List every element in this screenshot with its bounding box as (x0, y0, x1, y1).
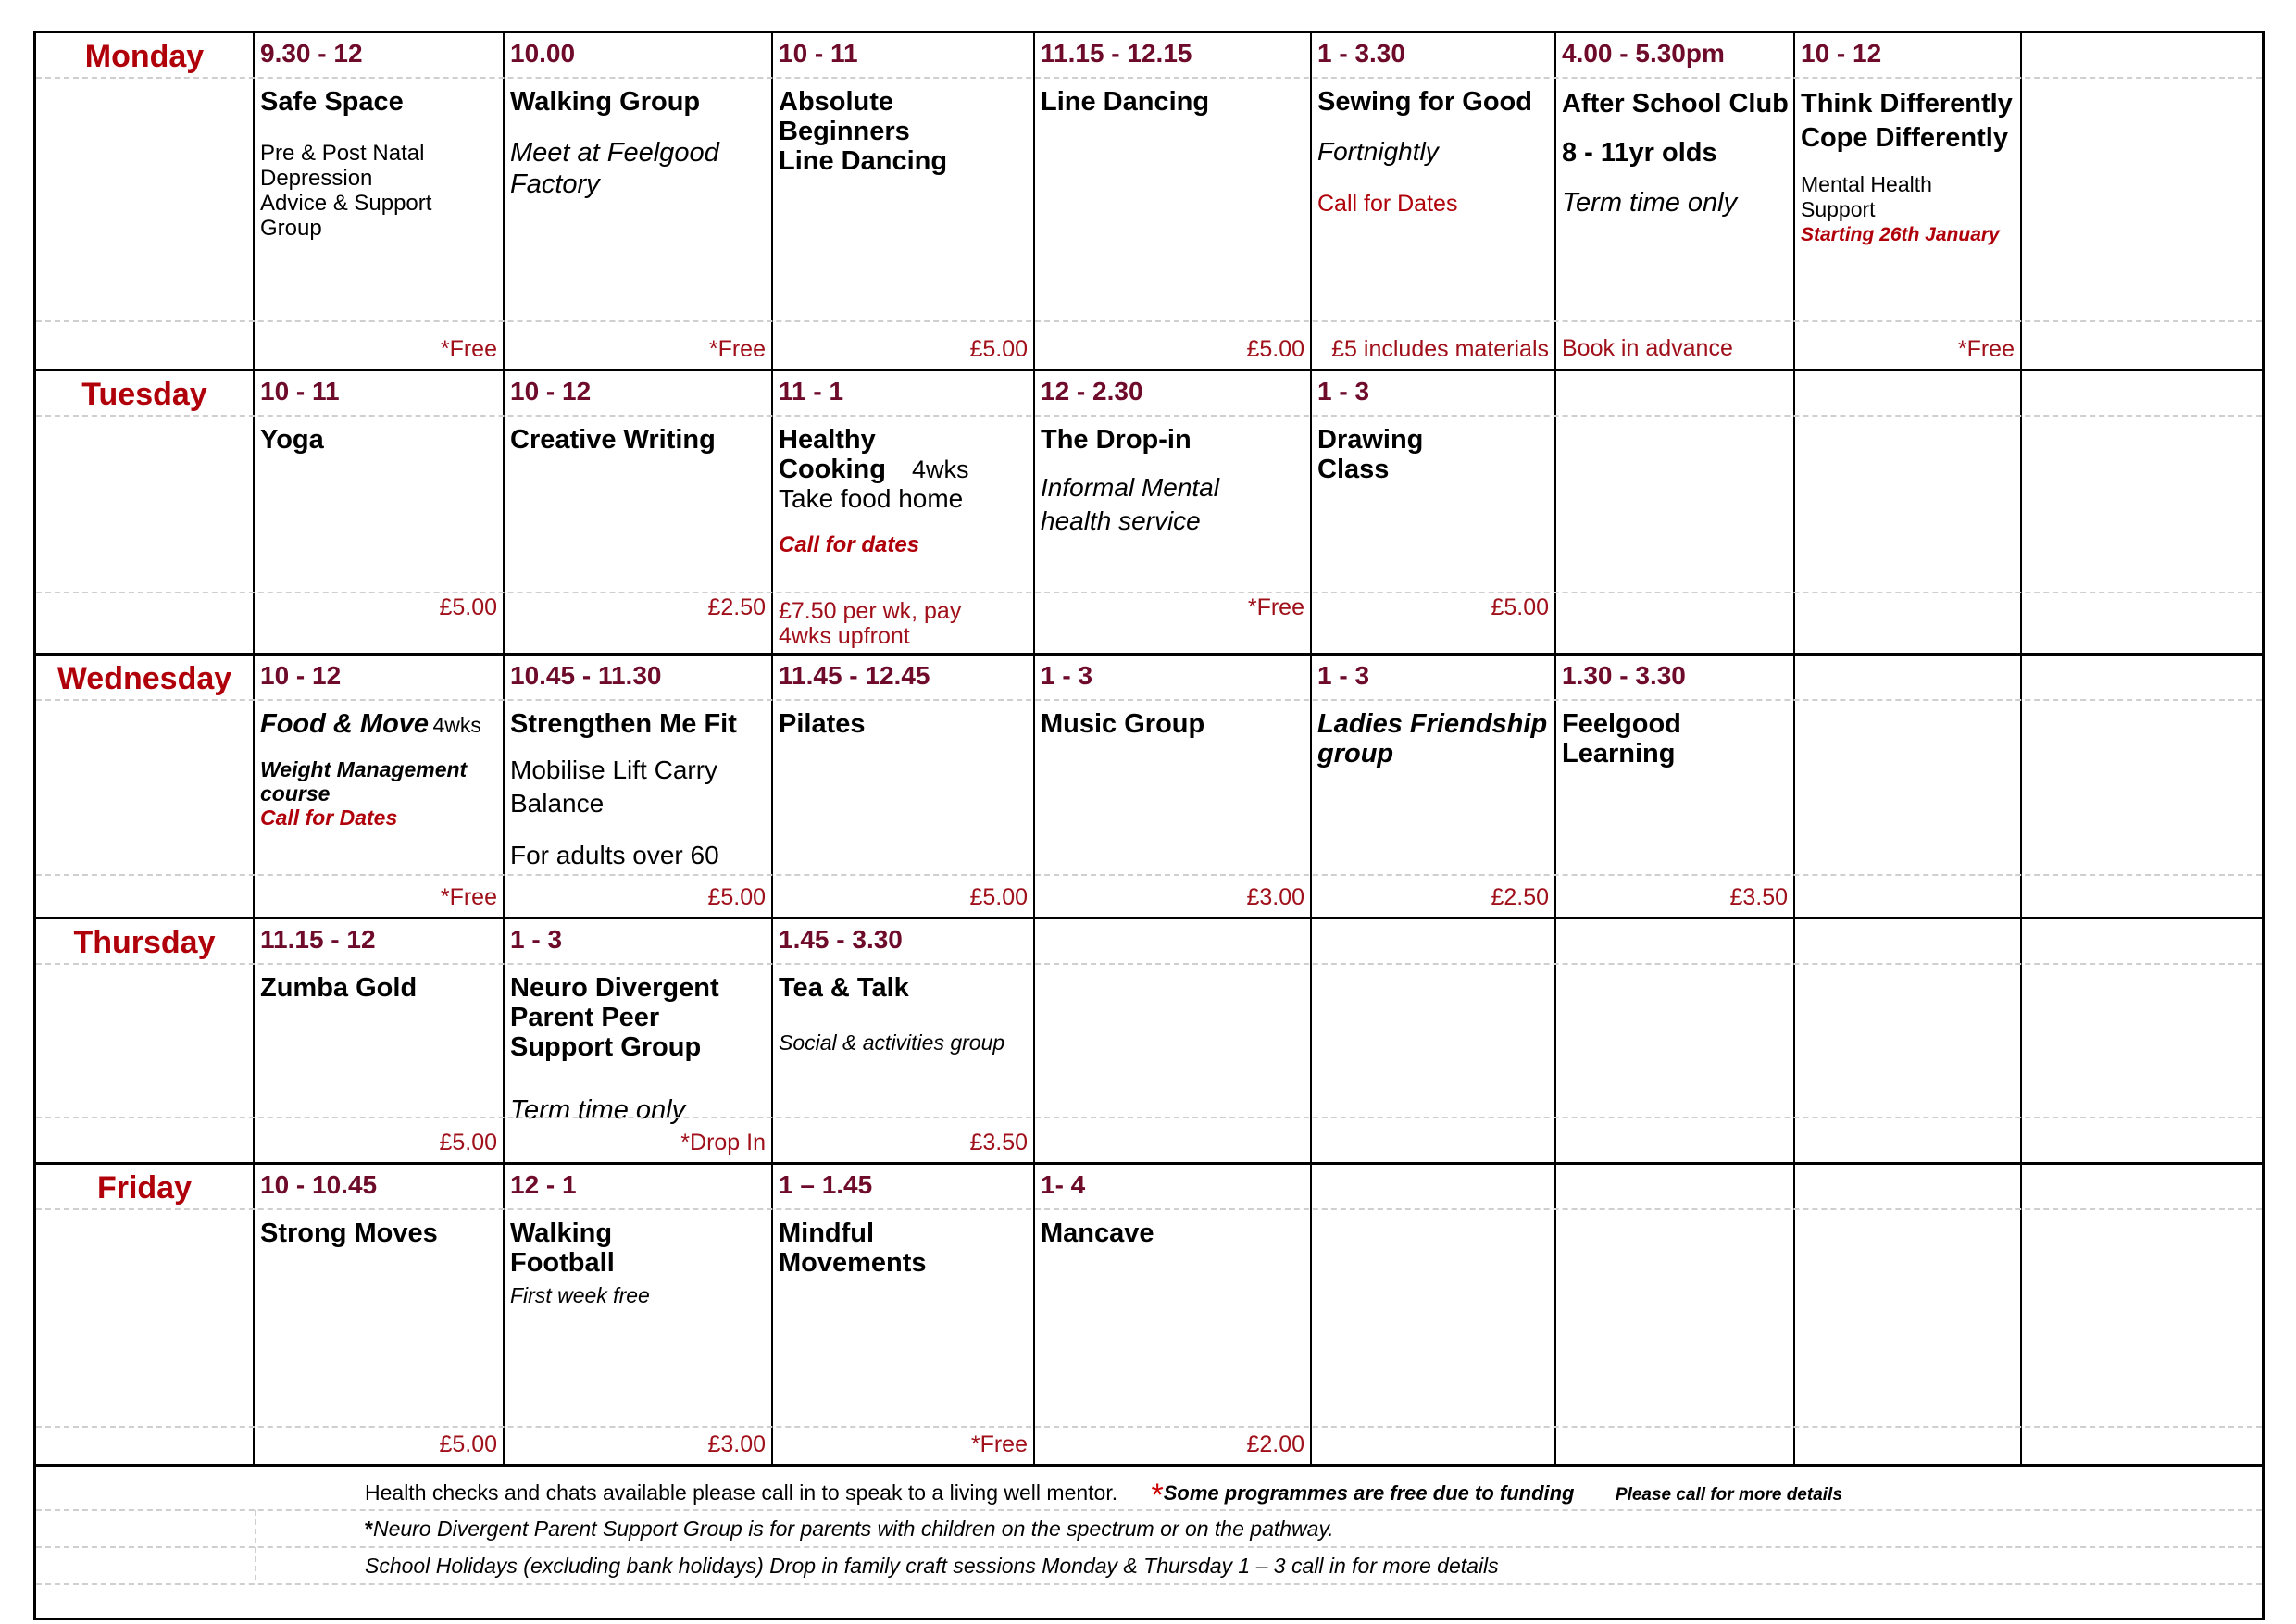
session-time: 11 - 1 (779, 377, 844, 406)
session-title: Sewing for Good (1317, 87, 1532, 117)
session-detail: Call for Dates (1317, 191, 1458, 217)
session-price: £5.00 (439, 1431, 497, 1457)
session-time: 1 - 3 (1041, 661, 1093, 690)
session-time: 1 - 3 (1317, 377, 1370, 406)
session-price: *Free (708, 336, 766, 362)
session-time: 11.15 - 12.15 (1041, 39, 1192, 68)
session-detail: Informal Mental (1041, 473, 1219, 502)
session-title: Yoga (260, 425, 324, 455)
session-price: £5.00 (1491, 594, 1549, 620)
session-detail: Social & activities group (779, 1031, 1005, 1055)
session-time: 10 - 10.45 (260, 1170, 378, 1199)
session-time: 10 - 11 (260, 377, 340, 406)
session-cell (255, 371, 505, 653)
empty-cell (1312, 919, 1556, 1162)
asterisk-icon: * (1151, 1478, 1164, 1513)
session-price: *Free (1957, 336, 2015, 362)
session-title: Healthy Cooking (779, 425, 886, 484)
session-title: Think Differently Cope Differently (1801, 89, 2013, 153)
session-time: 10 - 12 (260, 661, 342, 690)
session-detail: Mobilise Lift Carry (510, 756, 718, 784)
session-detail: Call for Dates (260, 806, 398, 830)
session-detail: Starting 26th January (1801, 224, 2000, 245)
session-cell (505, 33, 773, 369)
day-label: Friday (96, 1170, 193, 1206)
session-price: £5.00 (439, 1130, 497, 1156)
session-cell (255, 33, 505, 369)
session-detail: Term time only (510, 1095, 686, 1125)
session-time: 1 – 1.45 (779, 1170, 873, 1199)
session-price: £7.50 per wk, pay 4wks upfront (779, 598, 962, 649)
session-title: Strong Moves (260, 1218, 438, 1248)
session-cell (1035, 656, 1312, 917)
session-cell (773, 33, 1035, 369)
empty-cell (2022, 656, 2262, 917)
session-detail: Pre & Post Natal (260, 141, 425, 166)
session-time: 10.00 (510, 39, 576, 68)
session-title: Strengthen Me Fit (510, 709, 737, 739)
day-label: Tuesday (81, 377, 207, 412)
empty-cell (2022, 919, 2262, 1162)
footer-neuro-note: Neuro Divergent Parent Support Group is for parents with children on the spectrum or on the pathway. (372, 1517, 1334, 1541)
session-price: £2.50 (1491, 884, 1549, 910)
session-cell (255, 656, 505, 917)
session-cell (1795, 33, 2022, 369)
day-cell (36, 371, 255, 653)
row-thursday (36, 919, 2262, 1165)
session-cell (773, 919, 1035, 1162)
session-detail: First week free (510, 1283, 650, 1307)
session-title: Zumba Gold (260, 973, 418, 1003)
session-time: 10 - 11 (779, 39, 858, 68)
session-title: Creative Writing (510, 425, 716, 455)
row-wednesday (36, 656, 2262, 919)
row-monday (36, 33, 2262, 371)
session-detail: For adults over 60 (510, 841, 719, 869)
session-detail: Factory (510, 169, 600, 199)
session-cell (505, 656, 773, 917)
empty-cell (2022, 371, 2262, 653)
session-title: After School Club (1562, 89, 1789, 119)
session-time: 11.15 - 12 (260, 925, 376, 954)
session-cell (773, 371, 1035, 653)
session-time: 1 - 3 (1317, 661, 1370, 690)
session-title: Pilates (779, 709, 866, 739)
session-price: £5.00 (969, 336, 1028, 362)
empty-cell (1556, 919, 1795, 1162)
session-time: 1.30 - 3.30 (1562, 661, 1686, 690)
session-detail: Group (260, 216, 322, 241)
session-title: Mancave (1041, 1218, 1154, 1248)
session-detail: Mental Health (1801, 172, 1932, 196)
day-label: Wednesday (56, 661, 232, 696)
session-price: £5.00 (1246, 336, 1304, 362)
session-price: £3.00 (707, 1431, 766, 1457)
empty-cell (2022, 33, 2262, 369)
session-time: 10.45 - 11.30 (510, 661, 662, 690)
session-time: 9.30 - 12 (260, 39, 363, 68)
session-title: Absolute Beginners Line Dancing (779, 87, 948, 176)
day-label: Thursday (73, 925, 216, 960)
session-title: Tea & Talk (779, 973, 909, 1003)
session-price: £5.00 (969, 884, 1028, 910)
empty-cell (1795, 371, 2022, 653)
session-detail: Meet at Feelgood (510, 138, 719, 168)
session-duration: 4wks (912, 456, 969, 483)
row-tuesday (36, 371, 2262, 656)
session-time: 1 - 3 (510, 925, 563, 954)
session-title: Neuro Divergent Parent Peer Support Group (510, 973, 719, 1062)
empty-cell (1035, 919, 1312, 1162)
session-price: £2.50 (707, 594, 766, 620)
session-title: Music Group (1041, 709, 1205, 739)
session-title: Walking Group (510, 87, 701, 117)
session-time: 1.45 - 3.30 (779, 925, 903, 954)
day-cell (36, 919, 255, 1162)
session-cell (773, 656, 1035, 917)
session-detail: Take food home (779, 484, 964, 513)
footer-row (36, 1467, 2262, 1511)
session-detail: Depression (260, 166, 373, 191)
session-price: Book in advance (1562, 335, 1733, 361)
row-friday (36, 1165, 2262, 1467)
footer-row (36, 1511, 2262, 1548)
session-title: The Drop-in (1041, 425, 1192, 455)
session-price: *Free (970, 1431, 1028, 1457)
session-title: Walking Football (510, 1218, 615, 1278)
session-price: *Free (1247, 594, 1304, 620)
empty-cell (1795, 919, 2022, 1162)
session-detail: Weight Management course (260, 757, 468, 806)
footer-funding-note: Some programmes are free due to funding (1163, 1481, 1575, 1505)
footer-notes (36, 1467, 2262, 1618)
footer-call-details: Please call for more details (1615, 1485, 1842, 1505)
session-cell (1556, 656, 1795, 917)
session-detail: health service (1041, 506, 1201, 535)
session-price: £5 includes materials (1331, 336, 1549, 362)
day-cell (36, 33, 255, 369)
footer-row (36, 1548, 2262, 1585)
session-detail: Call for dates (779, 532, 920, 557)
session-title: Line Dancing (1041, 87, 1210, 117)
session-time: 1 - 3.30 (1317, 39, 1405, 68)
session-cell (1035, 33, 1312, 369)
session-duration: 4wks (432, 713, 481, 737)
day-cell (36, 656, 255, 917)
session-time: 10 - 12 (510, 377, 592, 406)
session-title: Ladies Friendship group (1317, 709, 1548, 768)
session-cell (255, 919, 505, 1162)
session-title: Food & Move (260, 709, 430, 739)
footer-asterisk: * (365, 1517, 373, 1541)
empty-cell (1556, 371, 1795, 653)
session-title: Feelgood Learning (1562, 709, 1681, 768)
session-detail: Advice & Support (260, 191, 432, 216)
day-label: Monday (84, 39, 205, 74)
session-price: £5.00 (439, 594, 497, 620)
timetable (33, 31, 2265, 1620)
session-price: £2.00 (1246, 1431, 1304, 1457)
session-detail: Support (1801, 197, 1876, 221)
session-detail: Fortnightly (1317, 137, 1439, 166)
session-time: 4.00 - 5.30pm (1562, 39, 1725, 68)
session-time: 11.45 - 12.45 (779, 661, 930, 690)
session-price: *Free (440, 884, 497, 910)
session-title: Safe Space (260, 87, 404, 117)
session-cell (505, 371, 773, 653)
session-price: *Drop In (680, 1130, 766, 1156)
session-price: £3.50 (969, 1130, 1028, 1156)
session-price: £3.50 (1729, 884, 1788, 910)
session-cell (505, 919, 773, 1162)
session-cell (1035, 371, 1312, 653)
session-cell (1312, 33, 1556, 369)
session-detail: Balance (510, 789, 605, 818)
session-time: 12 - 1 (510, 1170, 577, 1199)
session-title: Drawing Class (1317, 425, 1424, 484)
session-cell (1312, 656, 1556, 917)
session-time: 12 - 2.30 (1041, 377, 1143, 406)
session-cell (1312, 371, 1556, 653)
session-detail: 8 - 11yr olds (1562, 138, 1717, 168)
session-time: 10 - 12 (1801, 39, 1882, 68)
session-price: £3.00 (1246, 884, 1304, 910)
session-price: £5.00 (707, 884, 766, 910)
empty-cell (1795, 656, 2022, 917)
session-cell (1556, 33, 1795, 369)
session-time: 1- 4 (1041, 1170, 1086, 1199)
session-price: *Free (440, 336, 497, 362)
session-detail: Term time only (1562, 188, 1738, 218)
footer-school-holidays: School Holidays (excluding bank holidays) Drop in family craft sessions Monday & Thursday 1 – 3 call in for more details (365, 1554, 1499, 1578)
footer-health-checks: Health checks and chats available please call in to speak to a living well mentor. (365, 1480, 1118, 1505)
session-title: Mindful Movements (779, 1218, 927, 1278)
